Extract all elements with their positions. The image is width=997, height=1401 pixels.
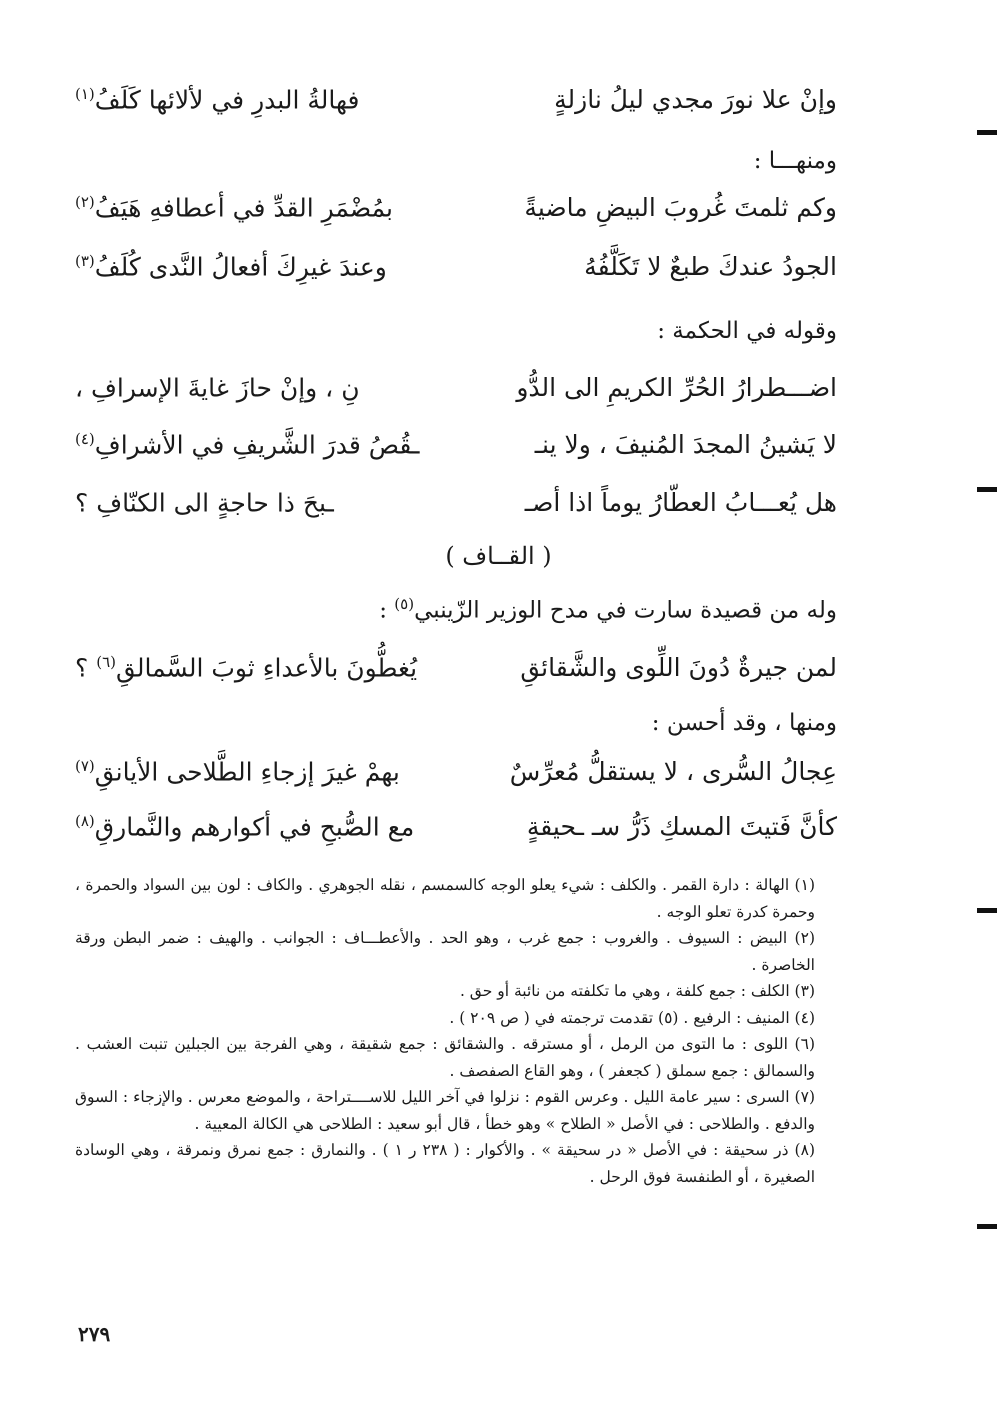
second-hemistich: بهمْ غيرَ إزجاءِ الطَّلاحى الأيانقِ$^{(٧)}$	[75, 757, 400, 787]
prose-line: وقوله في الحكمة :	[657, 318, 837, 344]
prose-line: وله من قصيدة سارت في مدح الوزير الزّينبي$^{(٥)}$ :	[379, 595, 837, 624]
second-hemistich: ـبحَ ذا حاجةٍ الى الكنّافِ ؟	[75, 488, 334, 518]
footnote: (٨) ذر سحيقة : في الأصل « در سحيقة » . والأكوار : ( ٢٣٨ ر ١ ) . والنمارق : جمع نمرق ونمرقة ، وهي الوسادة الصغيرة ، أو الطنفسة فوق الرحل .	[75, 1141, 815, 1186]
footnote: (٦) اللوى : ما التوى من الرمل ، أو مسترقه . والشقائق : جمع شقيقة ، وهي الفرجة بين الجبلين تنبت العشب . والسمالق : جمع سملق ( كجعفر ) ، وهو القاع الصفصف .	[75, 1035, 815, 1080]
verse-line	[75, 85, 837, 129]
margin-mark	[977, 487, 997, 492]
footnote-ref: (٦)	[96, 653, 116, 671]
verse-line	[75, 488, 837, 532]
first-hemistich: الجودُ عندكَ طبعٌ لا تَكَلَّفُهُ	[584, 252, 837, 281]
margin-mark	[977, 908, 997, 913]
margin-mark	[977, 130, 997, 135]
footnote: (٤) المنيف : الرفيع . (٥) تقدمت ترجمته في ( ص ٢٠٩ ) .	[449, 1008, 815, 1027]
prose-line: ومنها ، وقد أحسن :	[651, 710, 837, 736]
footnote-ref: (١)	[75, 85, 95, 103]
footnote: (٣) الكلف : جمع كلفة ، وهي ما تكلفته من نائبة أو حق .	[459, 982, 815, 1000]
section-heading: ( القــاف )	[445, 542, 552, 570]
second-hemistich: ـقُصُ قدرَ الشَّريفِ في الأشرافِ$^{(٤)}$	[75, 430, 420, 460]
verse-line	[75, 757, 837, 801]
footnote-ref: (٣)	[75, 252, 95, 270]
prose-line: ومنهـــا :	[753, 148, 837, 174]
page-number: ٢٧٩	[78, 1322, 111, 1346]
first-hemistich: لمن جيرةٌ دُونَ اللِّوى والشَّقائقِ	[520, 653, 837, 682]
verse-line	[75, 812, 837, 856]
verse-line	[75, 653, 837, 697]
verse-line	[75, 193, 837, 237]
footnote-ref: (٧)	[75, 757, 95, 775]
second-hemistich: فهالةُ البدرِ في لألائها كَلَفُ$^{(١)}$	[75, 85, 360, 115]
footnote-ref: (٢)	[75, 193, 95, 211]
footnotes	[75, 872, 815, 1190]
verse-line	[75, 252, 837, 296]
first-hemistich: لا يَشينُ المجدَ المُنيفَ ، ولا ينـ	[534, 430, 837, 459]
footnote-ref: (٥)	[394, 595, 415, 613]
footnote-ref: (٨)	[75, 812, 95, 830]
first-hemistich: وإنْ علا نورَ مجدي ليلُ نازلةٍ	[554, 85, 837, 114]
margin-mark	[977, 1224, 997, 1229]
second-hemistich: يُغطُّونَ بالأعداءِ ثوبَ السَّمالقِ$^{(٦)}$ ؟	[75, 653, 418, 683]
second-hemistich: بمُضْمَرِ القدِّ في أعطافهِ هَيَفُ$^{(٢)}$	[75, 193, 393, 223]
second-hemistich: نِ ، وإنْ حازَ غايةَ الإسرافِ ،	[75, 373, 360, 403]
first-hemistich: اضـــطرارُ الحُرِّ الكريمِ الى الدُّو	[516, 373, 837, 402]
footnote-ref: (٤)	[75, 430, 95, 448]
footnote: (٢) البيض : السيوف . والغروب : جمع غرب ، وهو الحد . والأعطـــاف : الجوانب . والهيف : ضمر البطن ورقة الخاصرة .	[75, 929, 815, 974]
second-hemistich: وعندَ غيرِكَ أفعالُ النَّدى كُلَفُ$^{(٣)}$	[75, 252, 387, 282]
first-hemistich: هل يُعـــابُ العطّارُ يوماً اذا أصـ	[524, 488, 837, 517]
footnote: (١) الهالة : دارة القمر . والكلف : شيء يعلو الوجه كالسمسم ، نقله الجوهري . والكاف : لون بين السواد والحمرة ، وحمرة كدرة تعلو الوجه .	[75, 876, 815, 921]
first-hemistich: عِجالُ السُّرى ، لا يستقلُّ مُعرِّسٌ	[509, 757, 837, 786]
verse-line	[75, 373, 837, 417]
verse-line	[75, 430, 837, 474]
second-hemistich: مع الصُّبحِ في أكوارهم والنَّمارقِ$^{(٨)}$	[75, 812, 415, 842]
footnote: (٧) السرى : سير عامة الليل . وعرس القوم : نزلوا في آخر الليل للاســــتراحة ، والموضع معرس . والإزجاء : السوق والدفع . والطلاحى : في الأصل « الطلاح » وهو خطأ ، قال أبو سعيد : الطلاحى هي الكالة المعيية .	[75, 1088, 815, 1133]
first-hemistich: وكم ثلمتَ غُروبَ البيضِ ماضيةً	[524, 193, 837, 222]
first-hemistich: كأنَّ فَتيتَ المسكِ ذَرُّ سـ ـحيقةٍ	[526, 812, 837, 841]
